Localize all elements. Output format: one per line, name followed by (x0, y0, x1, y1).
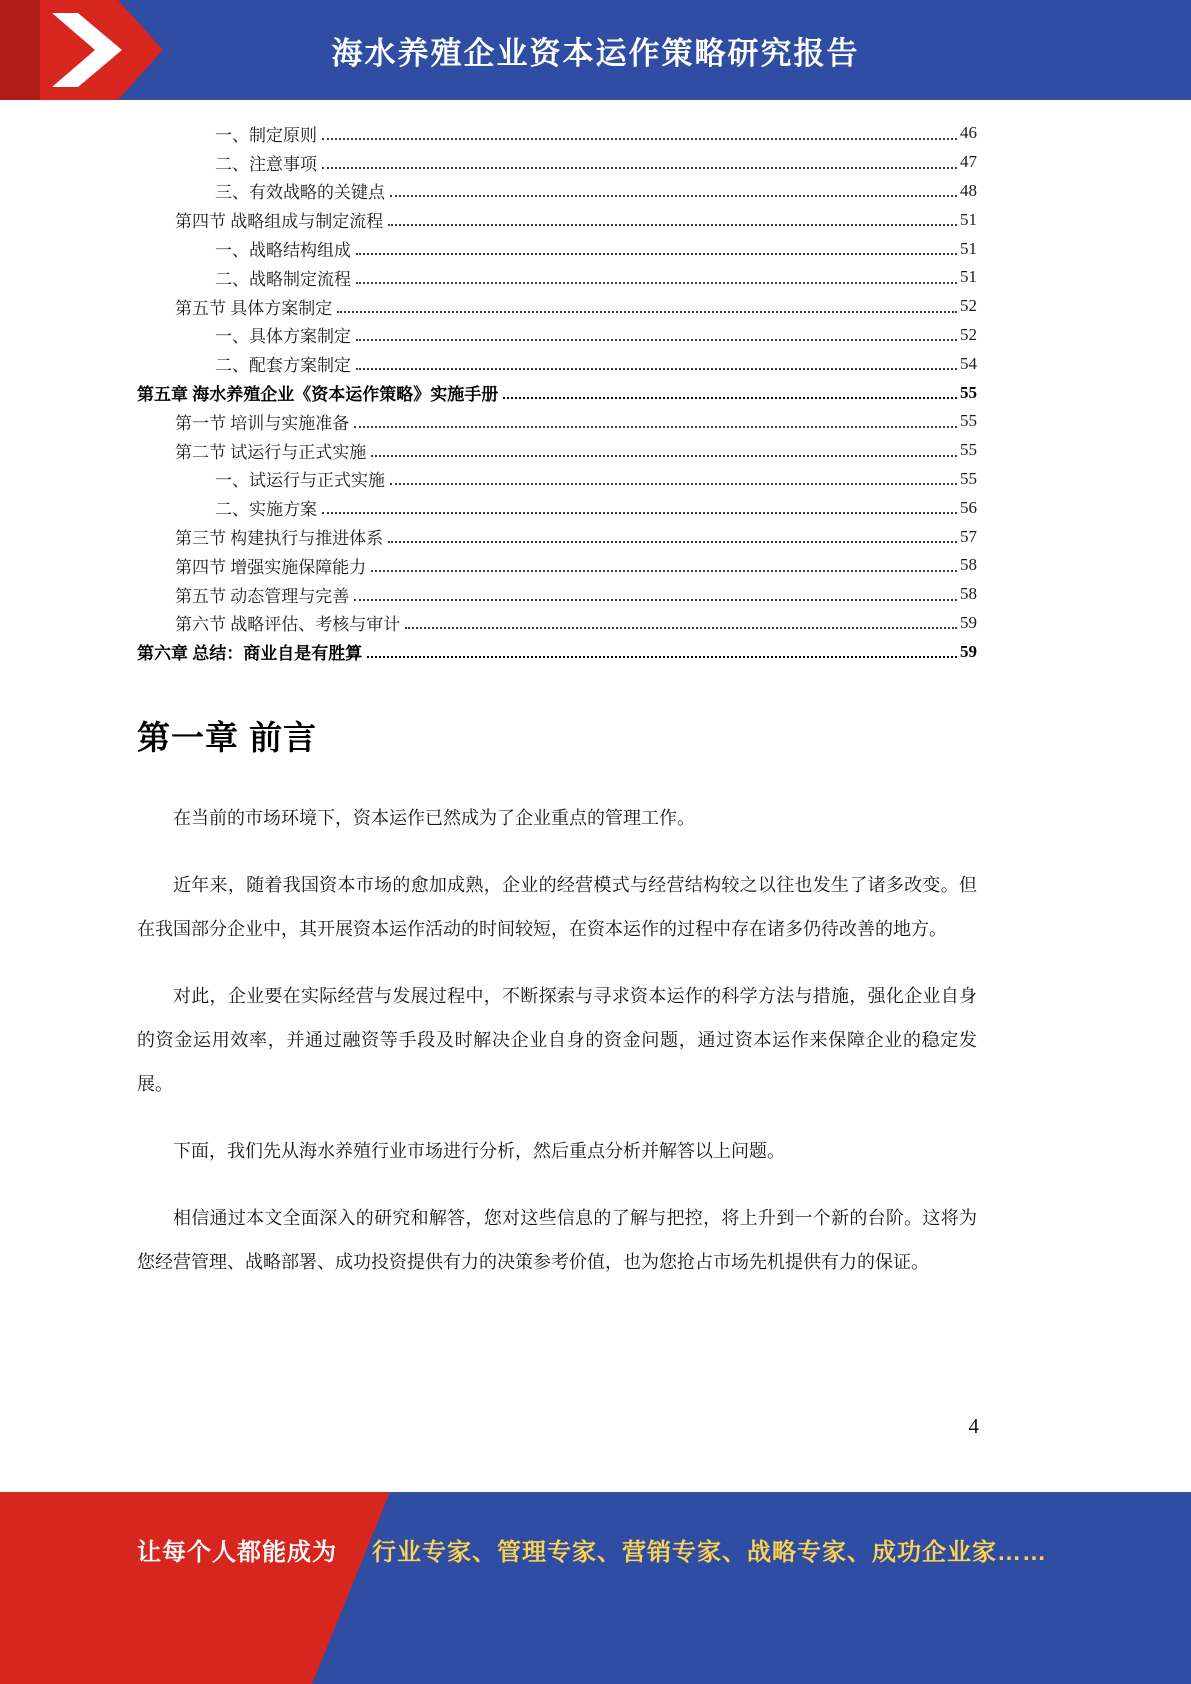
toc-entry[interactable] (137, 580, 977, 609)
document-title: 海水养殖企业资本运作策略研究报告 (331, 35, 860, 71)
toc-entry-label: 第六章 总结：商业自是有胜算 (137, 644, 363, 664)
toc-entry[interactable] (137, 263, 977, 292)
toc-page-number: 46 (960, 123, 977, 143)
toc-entry-label: 第四节 增强实施保障能力 (175, 557, 367, 577)
toc-entry-label: 二、实施方案 (215, 500, 317, 520)
toc-entry-label: 第三节 构建执行与推进体系 (175, 529, 384, 549)
body-paragraph: 对此，企业要在实际经营与发展过程中，不断探索与寻求资本运作的科学方法与措施，强化企业自身的资金运用效率，并通过融资等手段及时解决企业自身的资金问题，通过资本运作来保障企业的稳定发展。 (137, 986, 977, 1094)
page-number: 4 (968, 1414, 979, 1438)
toc-dot-leader (322, 138, 957, 140)
toc-page-number: 51 (960, 238, 977, 258)
toc-dot-leader (390, 195, 957, 197)
toc-page-number: 47 (960, 152, 977, 172)
toc-dot-leader (367, 656, 957, 658)
body-paragraph: 在当前的市场环境下，资本运作已然成为了企业重点的管理工作。 (173, 808, 695, 828)
toc-dot-leader (356, 368, 957, 370)
toc-page-number: 48 (960, 180, 977, 200)
toc-page-number: 58 (960, 555, 977, 575)
toc-dot-leader (356, 339, 957, 341)
toc-entry-label: 一、制定原则 (215, 125, 317, 145)
toc-dot-leader (322, 512, 957, 514)
toc-dot-leader (354, 599, 957, 601)
toc-entry[interactable] (137, 609, 977, 638)
toc-dot-leader (354, 426, 957, 428)
toc-entry[interactable] (137, 119, 977, 148)
toc-page-number: 52 (960, 296, 977, 316)
toc-entry[interactable] (137, 637, 977, 666)
toc-entry[interactable] (137, 292, 977, 321)
toc-dot-leader (405, 627, 957, 629)
toc-entry-label: 第二节 试运行与正式实施 (175, 442, 367, 462)
toc-entry-label: 二、注意事项 (215, 154, 317, 174)
toc-entry[interactable] (137, 177, 977, 206)
toc-entry[interactable] (137, 321, 977, 350)
toc-dot-leader (503, 397, 957, 399)
toc-dot-leader (388, 541, 957, 543)
toc-entry[interactable] (137, 407, 977, 436)
toc-dot-leader (356, 253, 957, 255)
toc-entry-label: 一、试运行与正式实施 (215, 471, 385, 491)
toc-entry-label: 三、有效战略的关键点 (215, 183, 385, 203)
toc-dot-leader (356, 282, 957, 284)
body-paragraph: 相信通过本文全面深入的研究和解答，您对这些信息的了解与把控，将上升到一个新的台阶。这将为您经营管理、战略部署、成功投资提供有力的决策参考价值，也为您抢占市场先机提供有力的保证。 (137, 1208, 977, 1272)
toc-entry-label: 第五章 海水养殖企业《资本运作策略》实施手册 (137, 385, 499, 405)
toc-entry[interactable] (137, 205, 977, 234)
body-paragraph: 下面，我们先从海水养殖行业市场进行分析，然后重点分析并解答以上问题。 (173, 1141, 785, 1161)
toc-entry[interactable] (137, 436, 977, 465)
toc-page-number: 55 (960, 440, 977, 460)
toc-entry[interactable] (137, 465, 977, 494)
toc-page-number: 59 (960, 641, 977, 661)
table-of-contents (137, 119, 977, 666)
toc-entry-label: 二、战略制定流程 (215, 269, 351, 289)
toc-page-number: 54 (960, 353, 977, 373)
toc-dot-leader (337, 311, 957, 313)
footer-slogan-right: 行业专家、管理专家、营销专家、战略专家、成功企业家…… (372, 1539, 1047, 1566)
toc-entry[interactable] (137, 551, 977, 580)
toc-entry[interactable] (137, 378, 977, 407)
toc-entry[interactable] (137, 493, 977, 522)
footer-slogan-left: 让每个人都能成为 (137, 1539, 337, 1566)
toc-dot-leader (322, 167, 957, 169)
toc-entry-label: 第一节 培训与实施准备 (175, 413, 350, 433)
toc-page-number: 51 (960, 267, 977, 287)
toc-entry[interactable] (137, 234, 977, 263)
toc-entry-label: 第五节 动态管理与完善 (175, 586, 350, 606)
toc-dot-leader (390, 483, 957, 485)
toc-entry-label: 第五节 具体方案制定 (175, 298, 333, 318)
toc-page-number: 51 (960, 209, 977, 229)
chapter-heading: 第一章 前言 (137, 719, 318, 756)
body-paragraph: 近年来，随着我国资本市场的愈加成熟，企业的经营模式与经营结构较之以往也发生了诸多改变。但在我国部分企业中，其开展资本运作活动的时间较短，在资本运作的过程中存在诸多仍待改善的地方。 (137, 875, 977, 939)
toc-page-number: 52 (960, 324, 977, 344)
toc-entry-label: 二、配套方案制定 (215, 356, 351, 376)
toc-page-number: 55 (960, 468, 977, 488)
toc-page-number: 56 (960, 497, 977, 517)
toc-entry[interactable] (137, 148, 977, 177)
document-header (0, 0, 1191, 100)
toc-entry-label: 一、战略结构组成 (215, 241, 351, 261)
toc-dot-leader (371, 455, 957, 457)
toc-entry-label: 第四节 战略组成与制定流程 (175, 212, 384, 232)
toc-page-number: 55 (960, 411, 977, 431)
chapter-body (137, 796, 977, 1307)
toc-entry[interactable] (137, 349, 977, 378)
page-footer (0, 1492, 1191, 1684)
toc-entry-label: 一、具体方案制定 (215, 327, 351, 347)
toc-dot-leader (371, 570, 957, 572)
toc-entry[interactable] (137, 522, 977, 551)
toc-page-number: 57 (960, 526, 977, 546)
toc-dot-leader (388, 224, 957, 226)
toc-page-number: 55 (960, 382, 977, 402)
toc-page-number: 58 (960, 584, 977, 604)
toc-entry-label: 第六节 战略评估、考核与审计 (175, 615, 401, 635)
toc-page-number: 59 (960, 612, 977, 632)
